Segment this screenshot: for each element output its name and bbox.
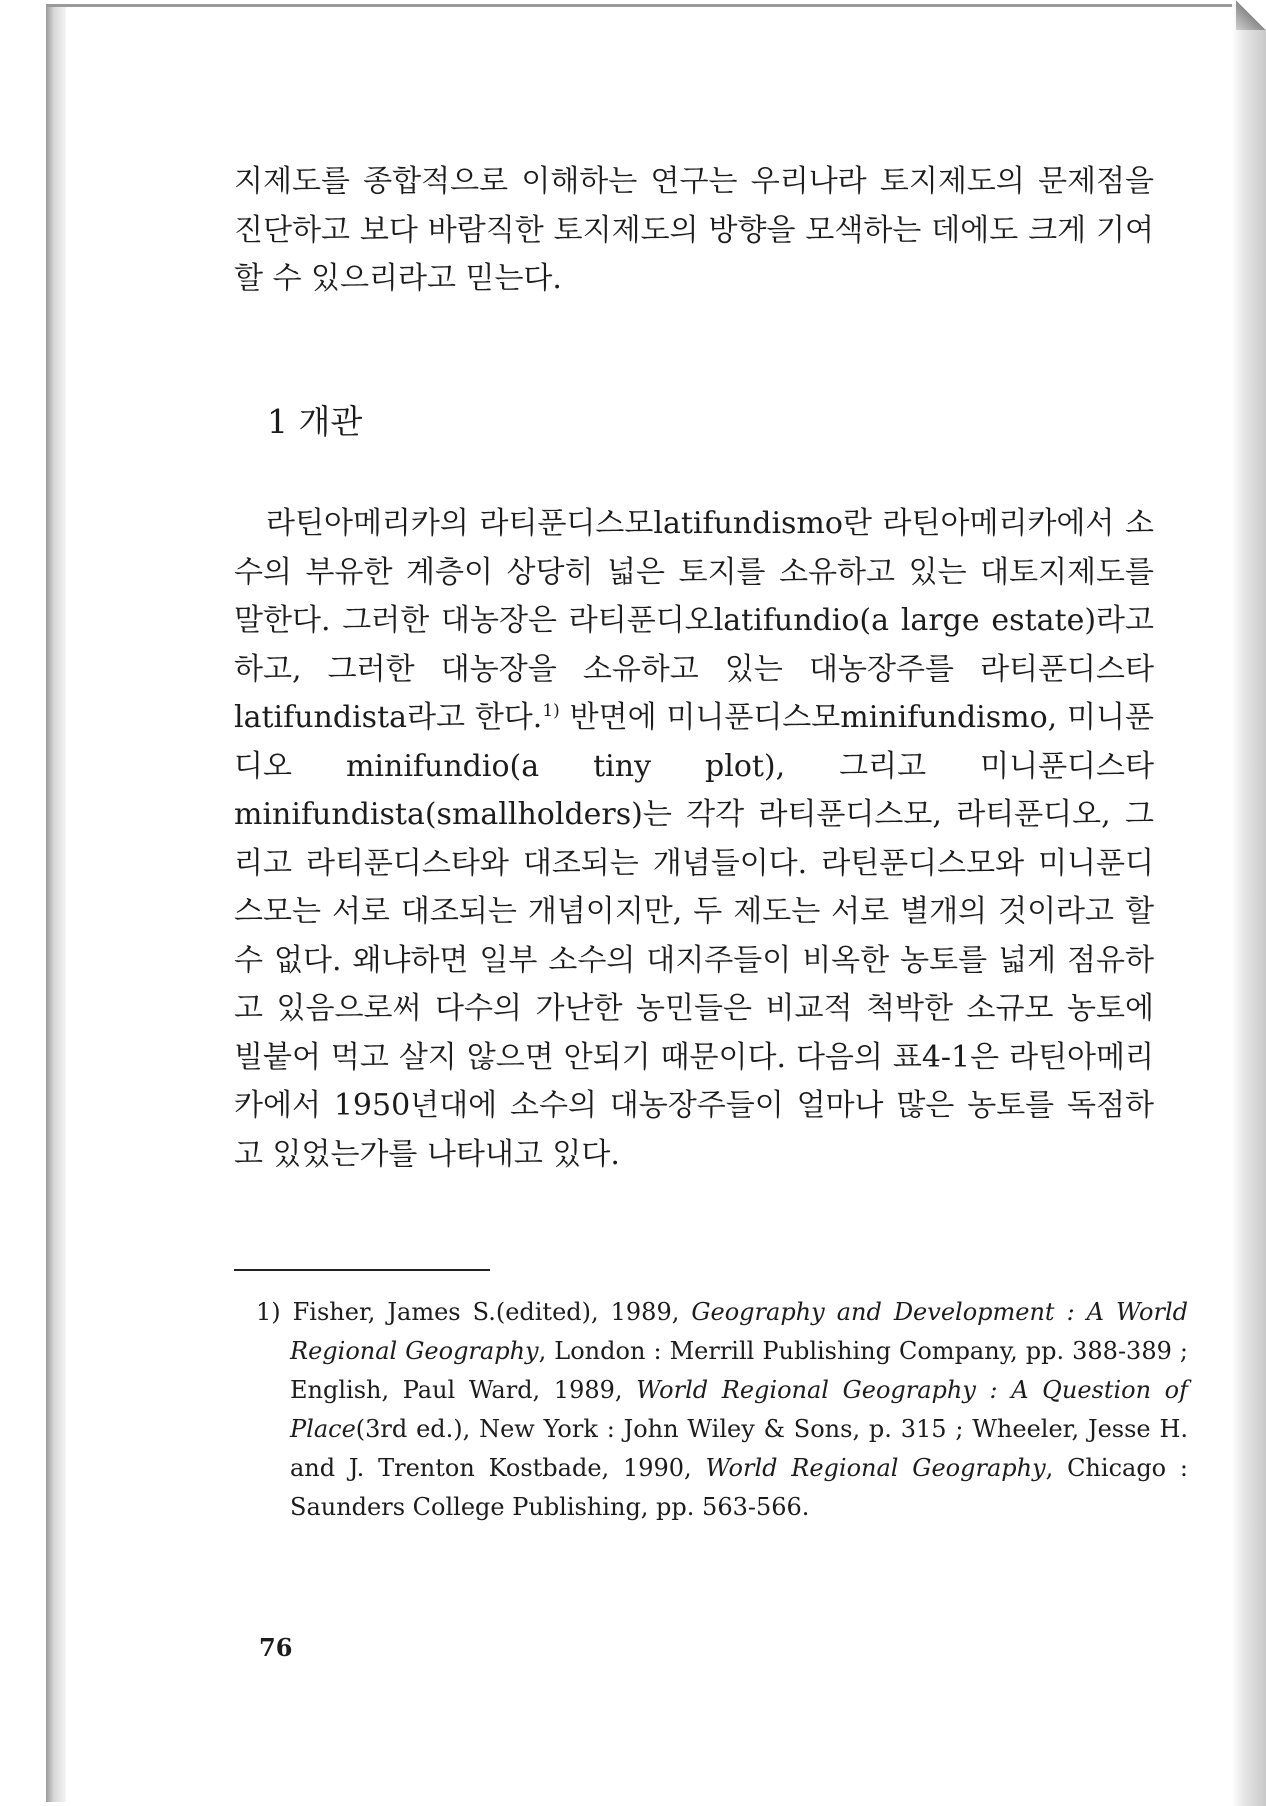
book-spine-shadow bbox=[46, 4, 66, 1802]
section-heading bbox=[267, 400, 362, 444]
page-corner-fold bbox=[1236, 0, 1266, 30]
footnote-divider bbox=[234, 1269, 490, 1271]
section-number: 1 bbox=[267, 402, 288, 441]
page-number: 76 bbox=[259, 1633, 293, 1662]
footnote-title-2: World Regional Geography : A Question of Place bbox=[290, 1376, 1189, 1443]
footnote-text-1: Fisher, James S.(edited), 1989, bbox=[292, 1298, 692, 1326]
page-right-shadow bbox=[1232, 0, 1266, 1806]
main-paragraph-part2: 반면에 미니푼디스모minifundismo, 미니푼디오 minifundio(a tiny plot), 그리고 미니푼디스타minifundista(smallholders)는 각각 라티푼디스모, 라티푼디오, 그리고 라티푼디스타와 대조되는 개념들이다. 라틴푼디스모와 미니푼디스모는 서로 대조되는 개념이지만, 두 제도는 서로 별개의 것이라고 할 수 없다. 왜냐하면 일부 소수의 대지주들이 비옥한 농토를 넓게 점유하고 있음으로써 다수의 가난한 농민들은 비교적 척박한 소규모 농토에 빌붙어 먹고 살지 않으면 안되기 때문이다. 다음의 표4-1은 라틴아메리카에서 1950년대에 소수의 대농장주들이 얼마나 많은 농토를 독점하고 있었는가를 나타내고 있다. bbox=[234, 700, 1154, 1172]
main-paragraph-part1: 라틴아메리카의 라티푼디스모latifundismo란 라틴아메리카에서 소수의 부유한 계층이 상당히 넓은 토지를 소유하고 있는 대토지제도를 말한다. 그러한 대농장은 라티푼디오latifundio(a large estate)라고 하고, 그러한 대농장을 소유하고 있는 대농장주를 라티푼디스타latifundista라고 한다. bbox=[234, 506, 1154, 735]
footnote-marker: 1) bbox=[256, 1298, 281, 1326]
book-page bbox=[66, 7, 1232, 1802]
section-title: 개관 bbox=[298, 402, 363, 441]
continued-paragraph: 지제도를 종합적으로 이해하는 연구는 우리나라 토지제도의 문제점을 진단하고 보다 바람직한 토지제도의 방향을 모색하는 데에도 크게 기여할 수 있으리라고 믿는다. bbox=[234, 164, 1154, 296]
footnote-title-3: World Regional Geography bbox=[705, 1454, 1046, 1482]
footnote-text-3: (3rd ed.), New York : John Wiley & Sons, p. 315 ; Wheeler, Jesse H. and J. Trenton Kostbade, 1990, bbox=[290, 1415, 1188, 1482]
footnote-title-1: Geography and Development : A World Regional Geography bbox=[290, 1298, 1188, 1365]
footnote-reference: 1) bbox=[542, 701, 560, 721]
main-paragraph bbox=[234, 500, 1154, 1179]
footnote-text-4: , Chicago : Saunders College Publishing, pp. 563-566. bbox=[290, 1454, 1189, 1521]
footnote-text-2: , London : Merrill Publishing Company, pp. 388-389 ; English, Paul Ward, 1989, bbox=[290, 1337, 1188, 1404]
footnote bbox=[256, 1293, 1188, 1527]
